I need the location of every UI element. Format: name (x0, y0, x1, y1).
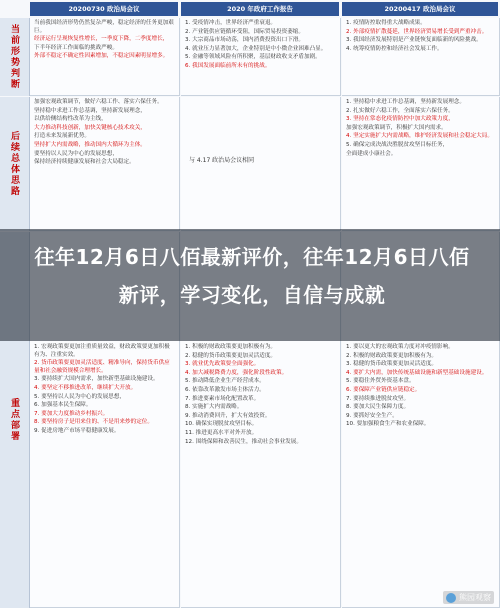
page-title: 往年12月6日八佰最新评价，往年12月6日八佰新评，学习变化，自信与成就 (34, 245, 470, 307)
cell-r2-c2 (181, 97, 341, 231)
cell-r3-c2: 1. 积极的财政政策要更加积极有为。 2. 稳健的货币政策要更加灵活适度。 3. 就业优先政策要全面强化。 4. 加大减税降费力度，强化阶段性政策。 5. 推动降低企业生产经营成本。 6. 依靠改革激发市场主体活力。 7. 推进要素市场化配置改革。 8. 实施扩大内需战略。 9. 推动消费回升，扩大有效投资。 10. 确保实现脱贫攻坚目标。 11. 推进更高水平对外开放。 12. 围绕保障和改善民生，推动社会事业发展。 (181, 232, 341, 608)
cell-r3-c1: 1. 宏观政策要更加注重质量效益，财政政策要更加积极有为、注重实效。 2. 货币政策要更加灵活适度、精准导向，保持货币供应量和社会融资规模合理增长。 3. 要持续扩大国内需求，加快新型基础设施建设。 4. 要坚定不移推进改革，继续扩大开放。 5. 要坚持以人民为中心的发展思想， 6. 加强基本民生保障。 7. 要加大力度推动乡村振兴。 8. 要坚持房子是用来住的、不是用来炒的定位。 9. 促进房地产市场平稳健康发展。 (30, 232, 180, 608)
cell-r1-c3: 1. 疫情防控取得重大战略成果。 2. 外部疫情扩散蔓延，世界经济贸易增长受到严重冲击。 3. 我国经济发展特别是产业链恢复面临新的风险挑战。 4. 统筹疫情防控和经济社会发展工作。 (342, 18, 500, 96)
wechat-icon (446, 593, 456, 603)
cell-r2-c3: 1. 坚持稳中求进工作总基调，坚持新发展理念。 2. 扎实做好六稳工作，全面落实六保任务。 3. 坚持在常态化疫情防控中加大政策力度， 加强宏观政策调节，积极扩大国内需求。 4. 坚定实施扩大内需战略，维护经济发展和社会稳定大局。 5. 确保完成决战决胜脱贫攻坚目标任务， 全面建成小康社会。 (342, 97, 500, 231)
row-label-3: 重点部署 (0, 232, 30, 608)
header-col-2: 2020 年政府工作报告 (181, 2, 339, 16)
header-col-1: 20200730 政治局会议 (30, 2, 178, 16)
cell-r2-c1: 加强宏观政策调节，做好六稳工作、落实六保任务。 坚持稳中求进工作总基调，坚持新发展理念， 以供给侧结构性改革为主线， 大力推动科技创新，加快关键核心技术攻关， 打造未来发展新优势。 坚持扩大内需战略，推动国内大循环为主体。 要坚持以人民为中心的发展思想， 保持经济持续健康发展和社会大局稳定。 (30, 97, 180, 231)
header-col-3: 20200417 政治局会议 (342, 2, 498, 16)
cell-r1-c1: 当前我国经济形势仍然复杂严峻，稳定经济的任务更加艰巨。 经济运行呈现恢复性增长，一季度下降，二季度增长， 下半年经济工作面临的挑战严峻。 外部不稳定不确定性因素增加，不稳定因素明显增多。 (30, 18, 180, 96)
cell-r3-c3: 1. 要以更大的宏观政策力度对冲疫情影响。 2. 积极的财政政策要更加积极有为。 3. 稳健的货币政策要更加灵活适度。 4. 要扩大内需，加快传统基础设施和新型基础设施建设。 5. 要稳住外贸外资基本盘。 6. 要保障产业链供应链稳定。 7. 要持续推进脱贫攻坚。 8. 要加大民生保障力度。 9. 要抓好安全生产。 10. 要加强粮食生产和农业保障。 (342, 232, 500, 608)
watermark (443, 591, 494, 604)
watermark-text: 熊园观察 (459, 593, 491, 602)
row-label-2: 后续总体思路 (0, 97, 30, 231)
cell-r1-c2: 1. 受疫情冲击，世界经济严重衰退。 2. 产业链供应链循环受阻，国际贸易投资萎缩。 3. 大宗商品市场动荡，国内消费投资出口下滑。 4. 就业压力显著加大，企业特别是中小微企业困难凸显。 5. 金融等领域风险有所积聚，基层财政收支矛盾加剧。 6. 我国发展面临前所未有的挑战。 (181, 18, 341, 96)
same-as-note: 与 4.17 政治局会议相同 (189, 157, 255, 164)
row-label-1: 当前形势判断 (0, 18, 30, 96)
